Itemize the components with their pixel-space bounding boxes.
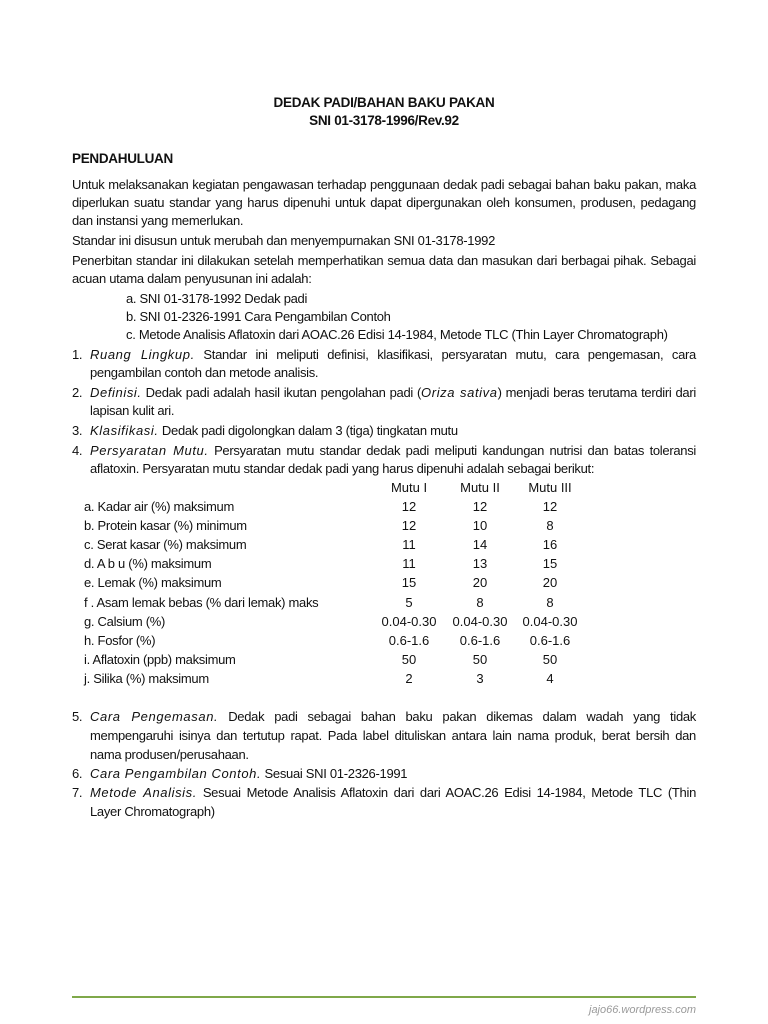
intro-line-1: Untuk melaksanakan kegiatan pengawasan terhadap penggunaan dedak padi sebagai bahan baku pakan, maka <box>72 177 696 192</box>
table-cell-mutu-1: 12 <box>401 518 417 533</box>
item-5-line-2: mempengaruhi isinya dan tertutup rapat. Pada label dituliskan antara lain nama produk, berat bersih dan <box>90 728 696 743</box>
table-cell-mutu-3: 20 <box>542 575 558 590</box>
item-4-number: 4. <box>72 443 83 458</box>
item-5-term: Cara Pengemasan. <box>90 709 219 724</box>
item-7-line-1: Metode Analisis. Sesuai Metode Analisis Aflatoxin dari dari AOAC.26 Edisi 14-1984, Metode TLC (Thin <box>90 785 697 800</box>
document-title: DEDAK PADI/BAHAN BAKU PAKAN <box>273 95 495 110</box>
intro-line-5: Penerbitan standar ini dilakukan setelah memperhatikan semua data dan masukan dari berbagai pihak. Sebagai <box>72 253 696 268</box>
table-cell-mutu-2: 12 <box>472 499 488 514</box>
table-cell-mutu-3: 50 <box>542 652 558 667</box>
item-1-number: 1. <box>72 347 83 362</box>
table-cell-mutu-2: 10 <box>472 518 488 533</box>
table-cell-mutu-1: 11 <box>402 537 416 552</box>
column-header-mutu-1: Mutu I <box>390 480 428 495</box>
intro-line-4: Standar ini disusun untuk merubah dan menyempurnakan SNI 01-3178-1992 <box>72 233 496 248</box>
table-cell-mutu-3: 12 <box>542 499 558 514</box>
table-cell-mutu-2: 13 <box>472 556 488 571</box>
column-header-mutu-2: Mutu II <box>460 480 500 495</box>
table-cell-mutu-1: 2 <box>405 671 413 686</box>
table-cell-mutu-2: 0.6-1.6 <box>459 633 501 648</box>
reference-a: a. SNI 01-3178-1992 Dedak padi <box>126 291 308 306</box>
section-heading: PENDAHULUAN <box>72 151 173 166</box>
reference-b: b. SNI 01-2326-1991 Cara Pengambilan Contoh <box>126 309 391 324</box>
table-cell-mutu-1: 50 <box>401 652 417 667</box>
item-5-line-1: Cara Pengemasan. Dedak padi sebagai bahan baku pakan dikemas dalam wadah yang tidak <box>90 709 697 724</box>
footer-url[interactable]: jajo66.wordpress.com <box>589 1004 696 1016</box>
item-2-term: Definisi. <box>90 385 142 400</box>
table-row-label: d. A b u (%) maksimum <box>84 556 212 571</box>
intro-line-3: dan instansi yang memerlukan. <box>72 213 244 228</box>
table-row-label: f . Asam lemak bebas (% dari lemak) maks <box>84 595 319 610</box>
table-cell-mutu-3: 0.04-0.30 <box>522 614 578 629</box>
table-cell-mutu-2: 20 <box>472 575 488 590</box>
item-6-line-1: Cara Pengambilan Contoh. Sesuai SNI 01-2326-1991 <box>90 766 408 781</box>
item-2-line-1: Definisi. Dedak padi adalah hasil ikutan pengolahan padi (Oriza sativa) menjadi beras terutama terdiri dari <box>90 385 696 400</box>
table-row-label: j. Silika (%) maksimum <box>84 671 209 686</box>
item-1-term: Ruang Lingkup. <box>90 347 195 362</box>
item-3-term: Klasifikasi. <box>90 423 159 438</box>
item-5-line-3: nama produsen/perusahaan. <box>90 747 249 762</box>
table-cell-mutu-3: 8 <box>546 595 554 610</box>
table-row-label: g. Calsium (%) <box>84 614 166 629</box>
table-row-label: i. Aflatoxin (ppb) maksimum <box>84 652 236 667</box>
table-cell-mutu-3: 16 <box>542 537 558 552</box>
table-cell-mutu-3: 0.6-1.6 <box>529 633 571 648</box>
table-row-label: b. Protein kasar (%) minimum <box>84 518 247 533</box>
item-1-line-1: Ruang Lingkup. Standar ini meliputi definisi, klasifikasi, persyaratan mutu, cara pengemasan, cara <box>90 347 696 362</box>
table-row-label: e. Lemak (%) maksimum <box>84 575 222 590</box>
intro-line-2: diperlukan suatu standar yang harus dipenuhi untuk dapat dipergunakan oleh konsumen, produsen, pedagang <box>72 195 696 210</box>
table-cell-mutu-2: 3 <box>476 671 484 686</box>
scientific-name: Oriza sativa <box>421 385 498 400</box>
table-cell-mutu-1: 0.6-1.6 <box>388 633 430 648</box>
table-row-label: a. Kadar air (%) maksimum <box>84 499 234 514</box>
item-2-line-2: lapisan kulit ari. <box>90 403 175 418</box>
table-row-label: h. Fosfor (%) <box>84 633 156 648</box>
table-cell-mutu-2: 14 <box>472 537 488 552</box>
table-cell-mutu-2: 50 <box>472 652 488 667</box>
footer-rule <box>72 996 696 998</box>
item-4-line-2: aflatoxin. Persyaratan mutu standar dedak padi yang harus dipenuhi adalah sebagai berikut: <box>90 461 595 476</box>
item-7-line-2: Layer Chromatograph) <box>90 804 215 819</box>
table-cell-mutu-1: 15 <box>401 575 417 590</box>
document-subtitle: SNI 01-3178-1996/Rev.92 <box>309 113 459 128</box>
item-7-term: Metode Analisis. <box>90 785 197 800</box>
column-header-mutu-3: Mutu III <box>528 480 572 495</box>
item-5-number: 5. <box>72 709 83 724</box>
table-cell-mutu-1: 11 <box>402 556 416 571</box>
reference-c: c. Metode Analisis Aflatoxin dari AOAC.26 Edisi 14-1984, Metode TLC (Thin Layer Chromatograph) <box>126 327 668 342</box>
item-7-number: 7. <box>72 785 83 800</box>
item-2-number: 2. <box>72 385 83 400</box>
table-cell-mutu-1: 5 <box>405 595 413 610</box>
item-3-line-1: Klasifikasi. Dedak padi digolongkan dalam 3 (tiga) tingkatan mutu <box>90 423 458 438</box>
table-cell-mutu-2: 8 <box>476 595 484 610</box>
item-4-term: Persyaratan Mutu. <box>90 443 209 458</box>
item-6-number: 6. <box>72 766 83 781</box>
table-cell-mutu-1: 12 <box>401 499 417 514</box>
item-3-number: 3. <box>72 423 83 438</box>
table-cell-mutu-3: 8 <box>546 518 554 533</box>
item-6-term: Cara Pengambilan Contoh. <box>90 766 262 781</box>
table-cell-mutu-3: 4 <box>546 671 554 686</box>
table-cell-mutu-3: 15 <box>542 556 558 571</box>
item-4-line-1: Persyaratan Mutu. Persyaratan mutu standar dedak padi meliputi kandungan nutrisi dan batas toleransi <box>90 443 697 458</box>
item-1-line-2: pengambilan contoh dan metode analisis. <box>90 365 319 380</box>
table-cell-mutu-2: 0.04-0.30 <box>452 614 508 629</box>
table-row-label: c. Serat kasar (%) maksimum <box>84 537 247 552</box>
table-cell-mutu-1: 0.04-0.30 <box>381 614 437 629</box>
intro-line-6: acuan utama dalam penyusunan ini adalah: <box>72 271 312 286</box>
